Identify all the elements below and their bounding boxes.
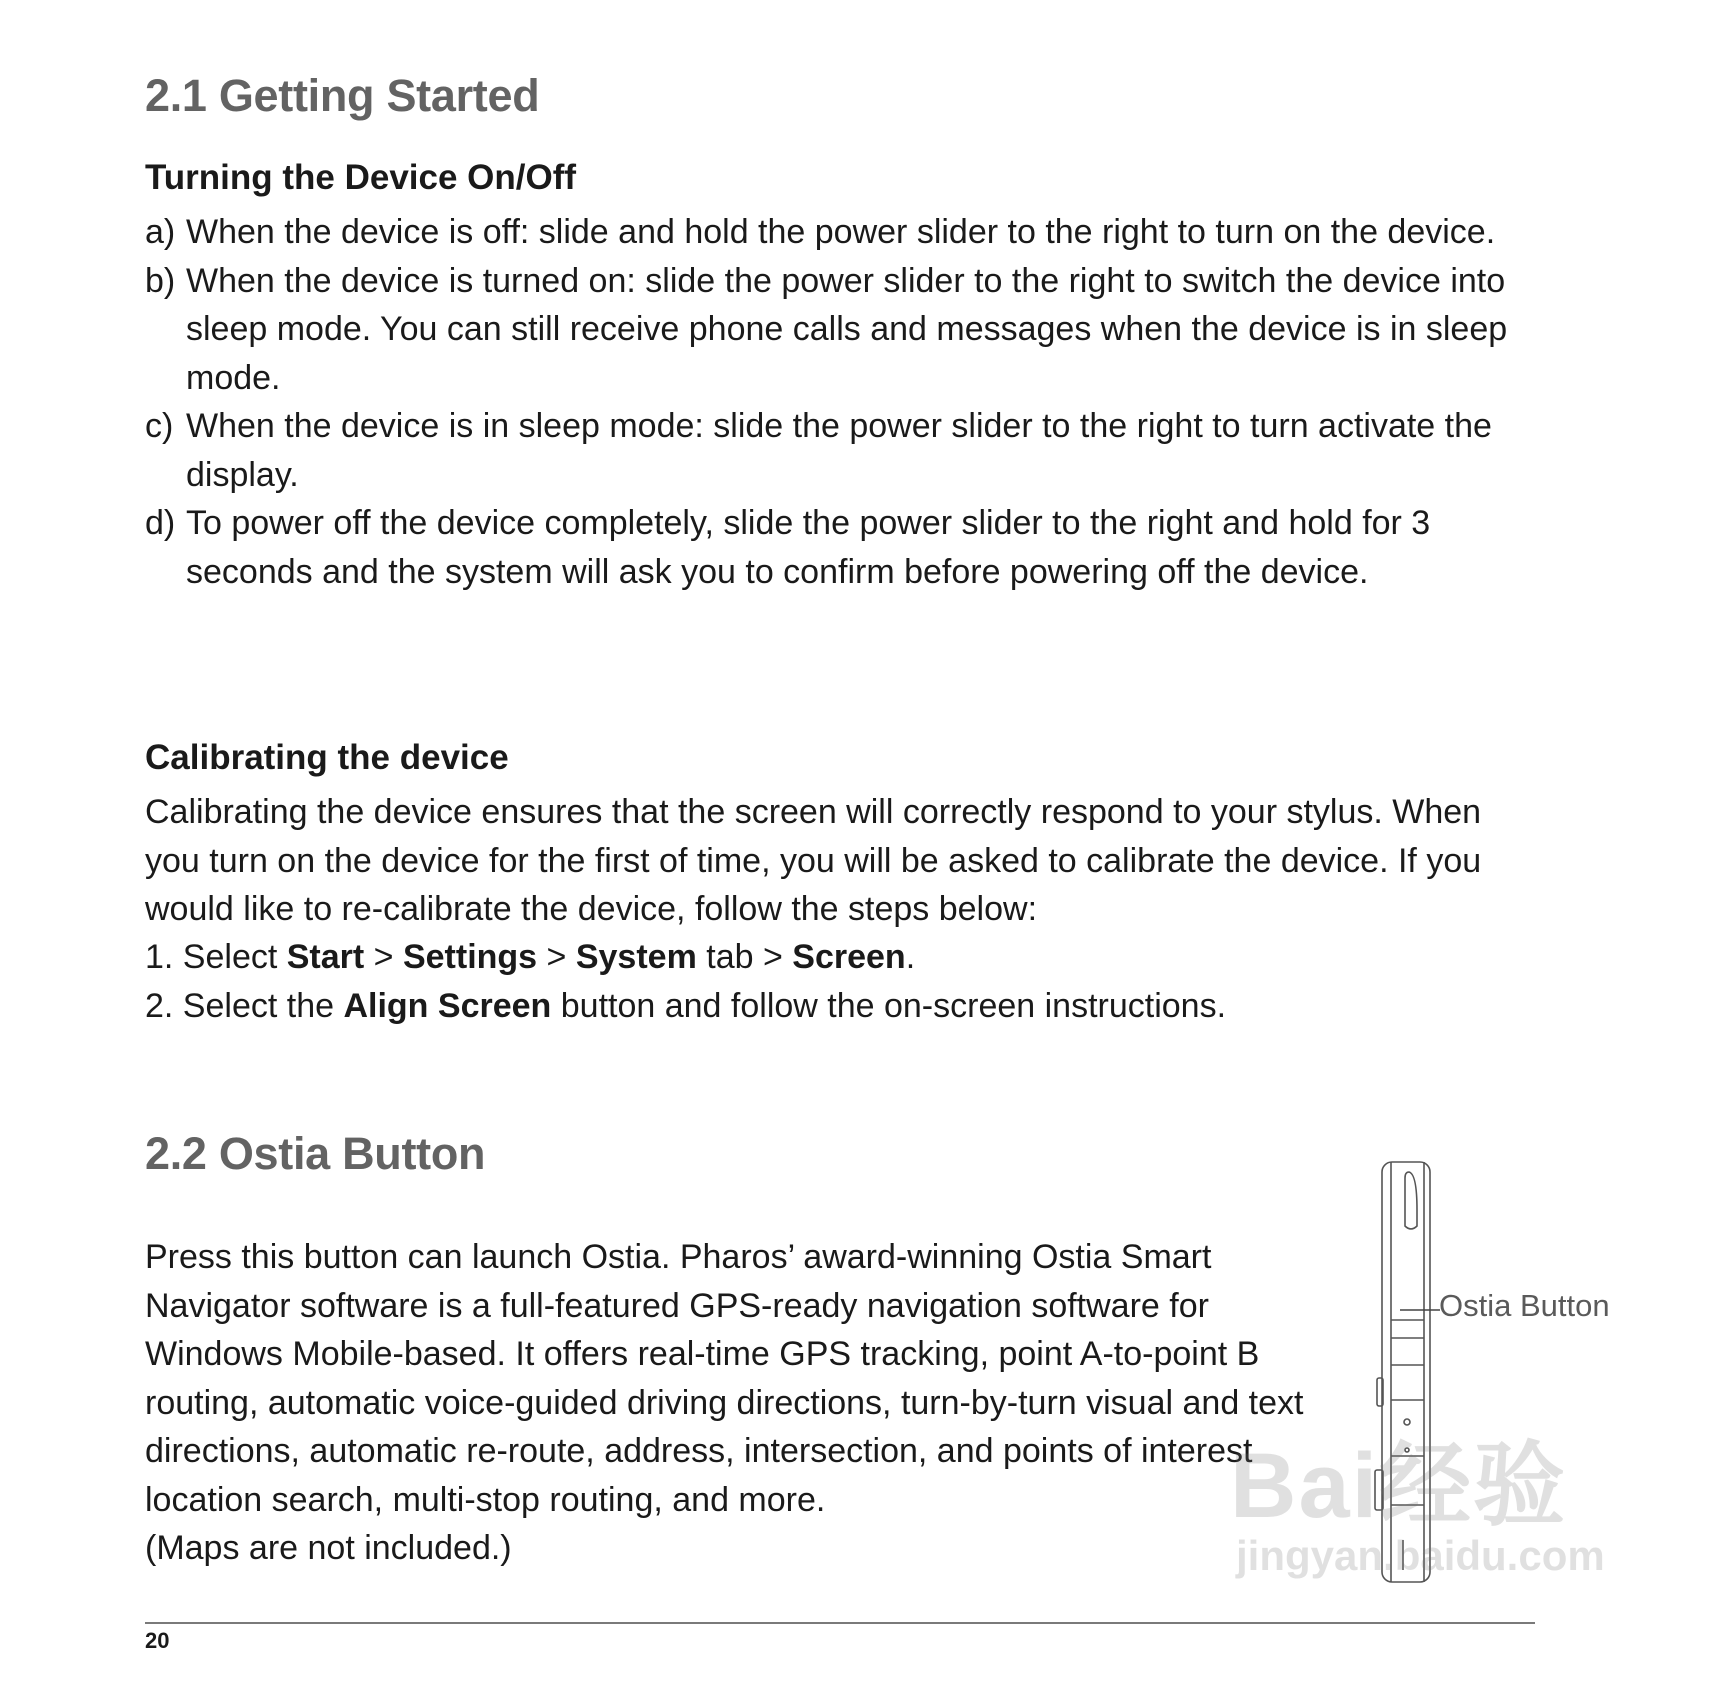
section-title-getting-started: 2.1 Getting Started bbox=[145, 70, 540, 121]
align-screen-label: Align Screen bbox=[343, 986, 552, 1025]
list-item-text: When the device is off: slide and hold the power slider to the right to turn on the device. bbox=[186, 213, 1496, 251]
section-title-ostia-button: 2.2 Ostia Button bbox=[145, 1128, 486, 1179]
separator: > bbox=[537, 938, 576, 976]
menu-system: System bbox=[575, 938, 697, 976]
separator: > bbox=[364, 938, 403, 976]
step-text: . bbox=[905, 938, 916, 976]
list-item bbox=[145, 257, 1555, 403]
watermark-url: jingyan.baidu.com bbox=[1236, 1532, 1605, 1579]
list-item bbox=[145, 402, 1555, 499]
power-instructions-list bbox=[145, 208, 1555, 596]
calibration-step-1 bbox=[145, 933, 1535, 982]
calibration-steps bbox=[145, 933, 1535, 1030]
maps-note: (Maps are not included.) bbox=[145, 1529, 512, 1567]
step-text: 1. Select bbox=[145, 938, 287, 976]
footer-divider bbox=[145, 1622, 1535, 1624]
ostia-button-callout-label: Ostia Button bbox=[1439, 1288, 1610, 1323]
step-text: button and follow the on-screen instructions. bbox=[551, 986, 1227, 1025]
ostia-description: Press this button can launch Ostia. Pharos’ award-winning Ostia Smart Navigator software is a full-featured GPS-ready navigation software for Windows Mobile-based. It offers real-time GPS tracking, point A-to-point B routing, automatic voice-guided driving directions, turn-by-turn visual and text directions, automatic re-route, address, intersection, and points of interest location search, multi-stop routing, and more. bbox=[145, 1238, 1304, 1519]
list-marker: c) bbox=[145, 407, 174, 445]
list-item-text: When the device is in sleep mode: slide the power slider to the right to turn activate the display. bbox=[186, 407, 1492, 494]
step-text: tab > bbox=[696, 938, 793, 976]
step-text: 2. Select the bbox=[145, 986, 344, 1025]
calibration-step-2 bbox=[145, 982, 1535, 1031]
list-marker: d) bbox=[145, 504, 176, 542]
list-marker: b) bbox=[145, 261, 176, 300]
menu-start: Start bbox=[286, 938, 365, 976]
list-item-text: To power off the device completely, slide the power slider to the right and hold for 3 seconds and the system will ask you to confirm before powering off the device. bbox=[186, 504, 1431, 591]
list-marker: a) bbox=[145, 213, 176, 251]
calibration-intro: Calibrating the device ensures that the screen will correctly respond to your stylus. When you turn on the device for the first of time, you will be asked to calibrate the device. If you would like to re-calibrate the device, follow the steps below: bbox=[145, 793, 1482, 928]
watermark-brand: Bai经验 bbox=[1230, 1435, 1568, 1537]
list-item-text: When the device is turned on: slide the power slider to the right to switch the device into sleep mode. You can still receive phone calls and messages when the device is in sleep mode. bbox=[186, 261, 1508, 397]
list-item bbox=[145, 499, 1555, 596]
baidu-watermark bbox=[1230, 1435, 1650, 1580]
menu-settings: Settings bbox=[402, 938, 538, 976]
menu-screen: Screen bbox=[792, 938, 906, 976]
heading-turning-on-off: Turning the Device On/Off bbox=[145, 158, 577, 197]
heading-calibrating: Calibrating the device bbox=[145, 738, 509, 777]
list-item bbox=[145, 208, 1555, 257]
page-number: 20 bbox=[145, 1628, 170, 1653]
